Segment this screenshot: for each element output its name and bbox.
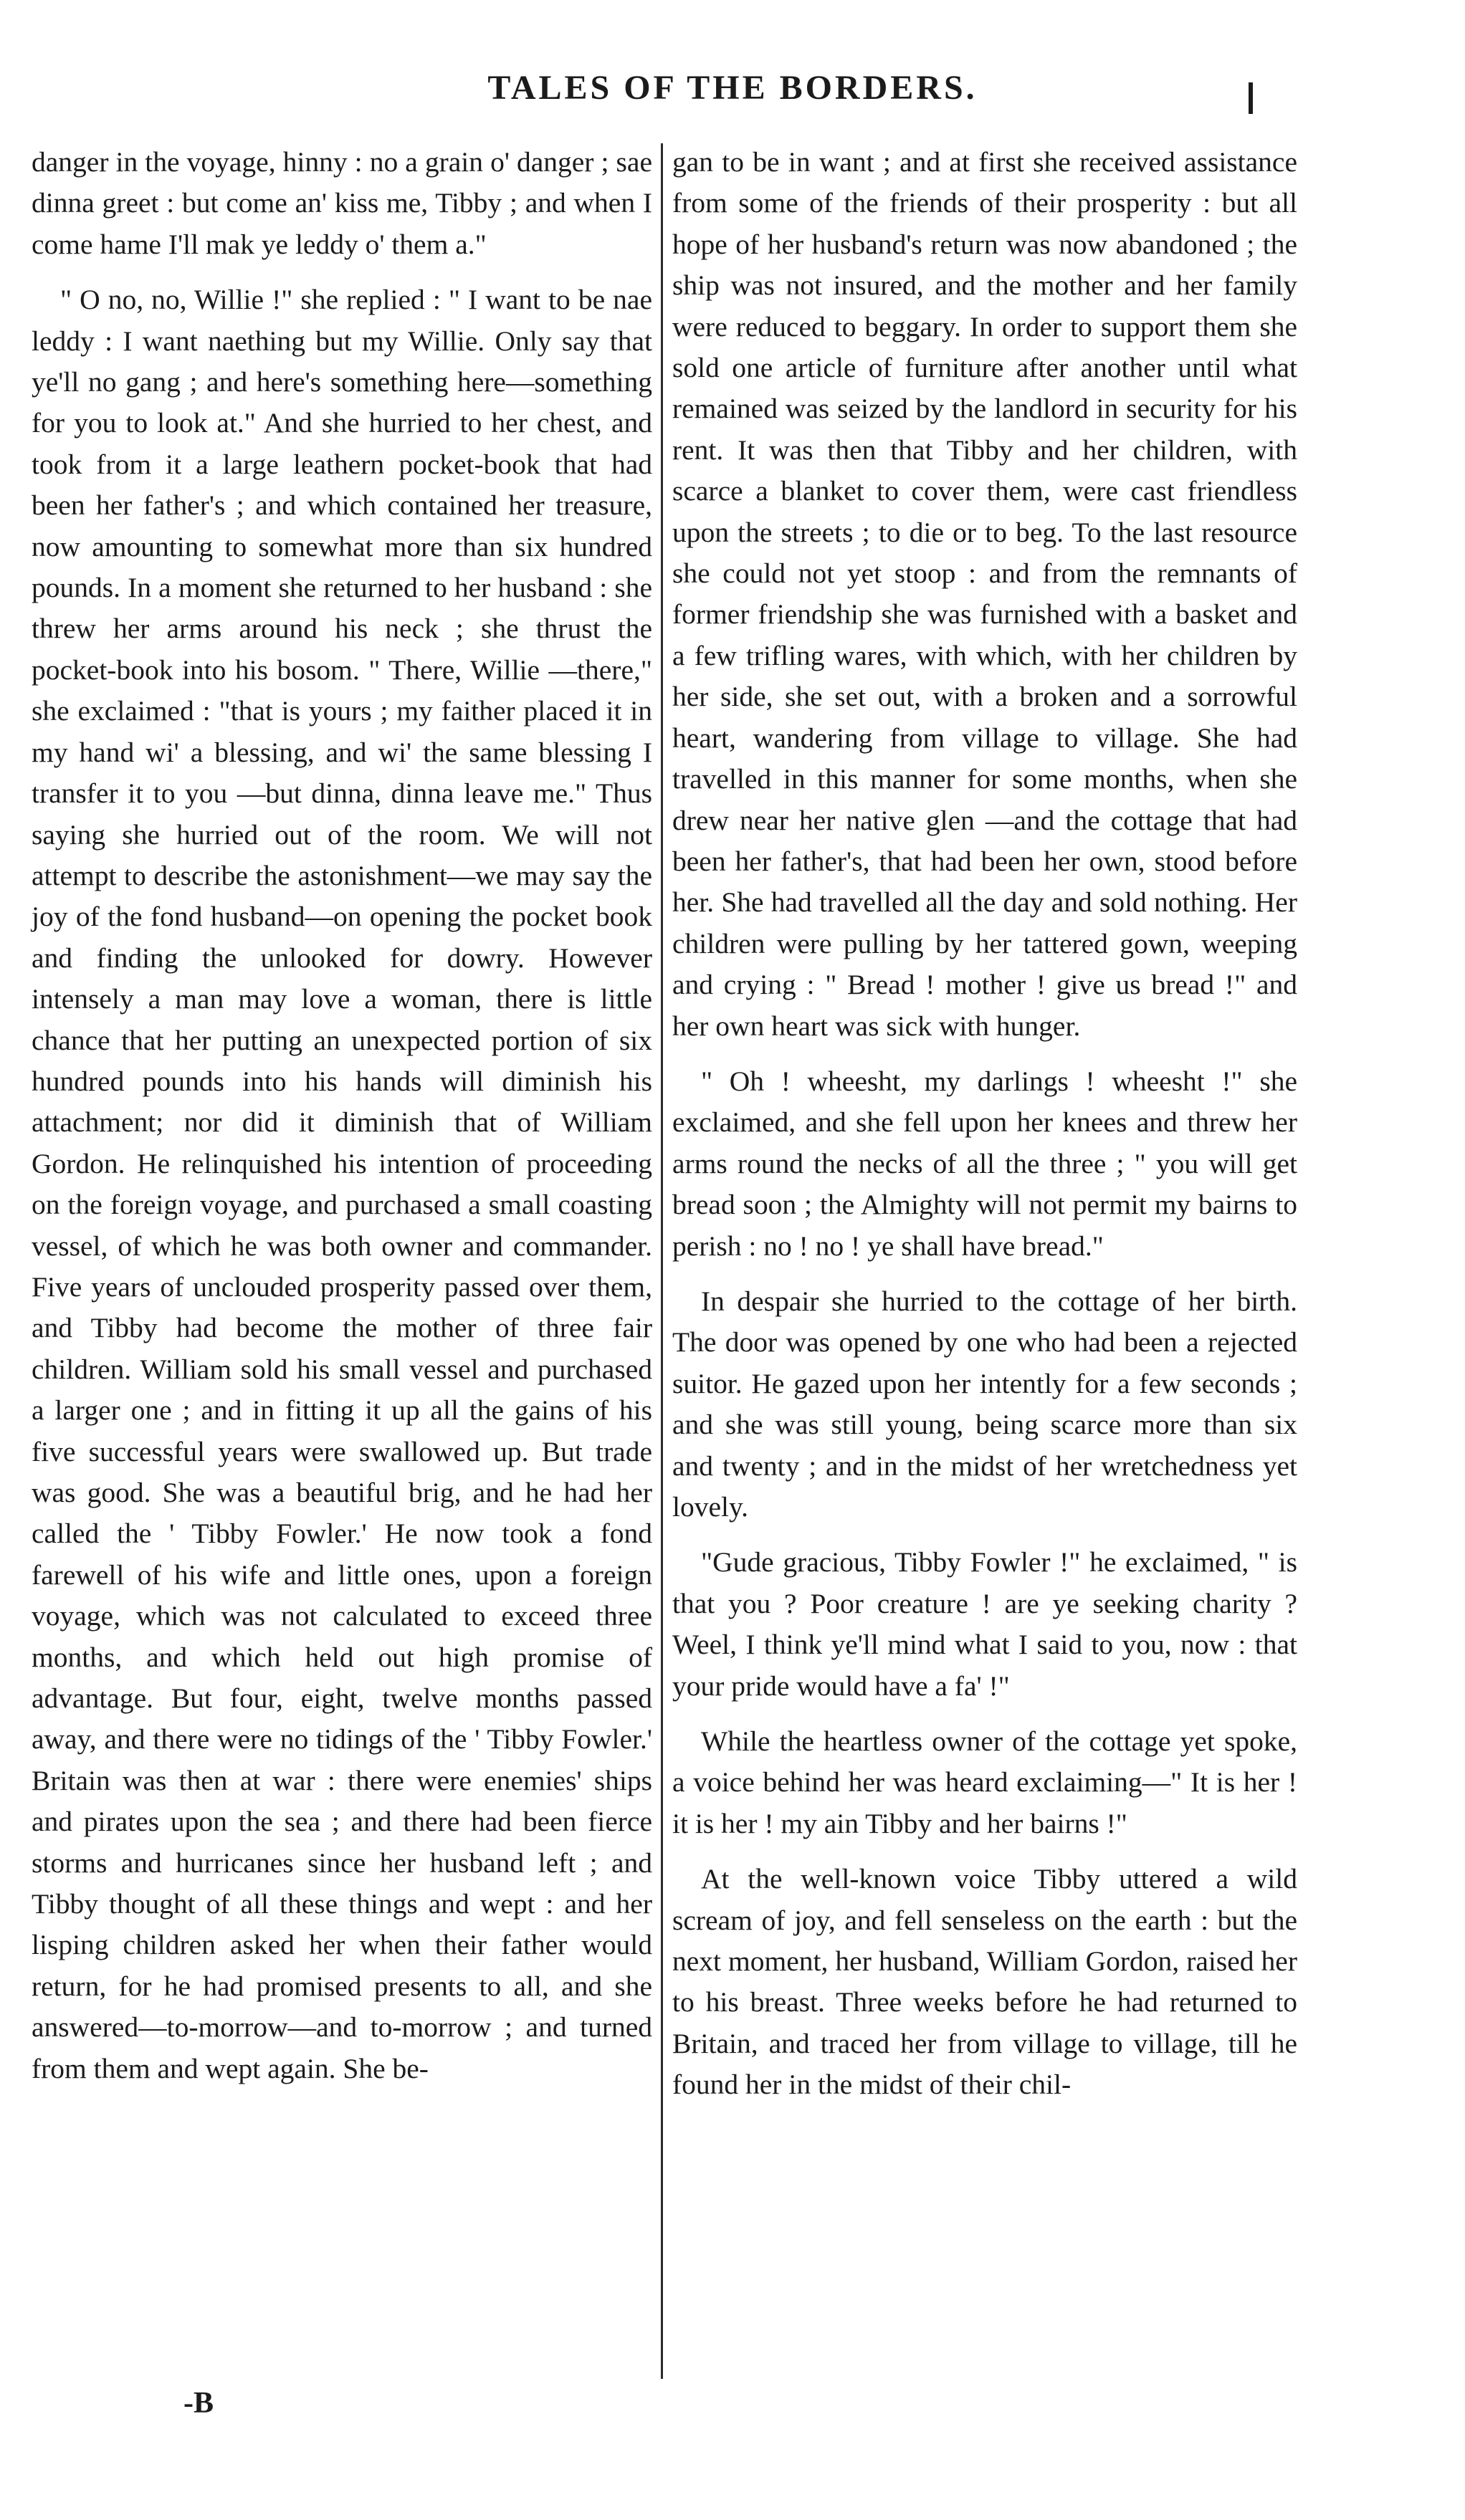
header-ornament-mark (1249, 82, 1253, 114)
page-header: TALES OF THE BORDERS. (487, 69, 978, 107)
right-column (672, 142, 1297, 2106)
right-paragraph-1: gan to be in want ; and at first she received assistance from some of the friends of their prosperity : but all hope of her husband's return was now abandoned ; the ship was not insured, and the mother and her family were reduced to beggary. In order to support them she sold one article of furniture after another until what remained was seized by the landlord in security for his rent. It was then that Tibby and her children, with scarce a blanket to cover them, were cast friendless upon the streets ; to die or to beg. To the last resource she could not yet stoop : and from the remnants of former friendship she was furnished with a basket and a few trifling wares, with which, with her children by her side, she set out, with a broken and a sorrowful heart, wandering from village to village. She had travelled in this manner for some months, when she drew near her native glen —and the cottage that had been her father's, that had been her own, stood before her. She had travelled all the day and sold nothing. Her children were pulling by her tattered gown, weeping and crying : " Bread ! mother ! give us bread !" and her own heart was sick with hunger. (672, 146, 1297, 1042)
left-paragraph-1: danger in the voyage, hinny : no a grain o' danger ; sae dinna greet : but come an' kiss me, Tibby ; and when I come hame I'll mak ye leddy o' them a." (32, 146, 652, 260)
column-divider (661, 143, 663, 2379)
signature-mark: -B (183, 2387, 214, 2420)
left-paragraph-2: " O no, no, Willie !" she replied : " I want to be nae leddy : I want naething but my Willie. Only say that ye'll no gang ; and here's something here—something for you to look at." And she hurried to her chest, and took from it a large leathern pocket-book that had been her father's ; and which contained her treasure, now amounting to somewhat more than six hundred pounds. In a moment she returned to her husband : she threw her arms around his neck ; she thrust the pocket-book into his bosom. " There, Willie —there," she exclaimed : "that is yours ; my faither placed it in my hand wi' a blessing, and wi' the same blessing I transfer it to you —but dinna, dinna leave me." Thus saying she hurried out of the room. We will not attempt to describe the astonishment—we may say the joy of the fond husband—on opening the pocket book and finding the unlooked for dowry. However intensely a man may love a woman, there is little chance that her putting an unexpected portion of six hundred pounds into his hands will diminish his attachment; nor did it diminish that of William Gordon. He relinquished his intention of proceeding on the foreign voyage, and purchased a small coasting vessel, of which he was both owner and commander. Five years of unclouded prosperity passed over them, and Tibby had become the mother of three fair children. William sold his small vessel and purchased a larger one ; and in fitting it up all the gains of his five successful years were swallowed up. But trade was good. She was a beautiful brig, and he had her called the ' Tibby Fowler.' He now took a fond farewell of his wife and little ones, upon a foreign voyage, which was not calculated to exceed three months, and which held out high promise of advantage. But four, eight, twelve months passed away, and there were no tidings of the ' Tibby Fowler.' Britain was then at war : there were enemies' ships and pirates upon the sea ; and there had been fierce storms and hurricanes since her husband left ; and Tibby thought of all these things and wept : and her lisping children asked her when their father would return, for he had promised presents to all, and she answered—to-morrow—and to-morrow ; and turned from them and wept again. She be- (32, 284, 652, 2084)
right-paragraph-3: In despair she hurried to the cottage of her birth. The door was opened by one who had been a rejected suitor. He gazed upon her intently for a few seconds ; and she was still young, being scarce more than six and twenty ; and in the midst of her wretchedness yet lovely. (672, 1285, 1297, 1523)
right-paragraph-2: " Oh ! wheesht, my darlings ! wheesht !" she exclaimed, and she fell upon her knees and threw her arms round the necks of all the three ; " you will get bread soon ; the Almighty will not permit my bairns to perish : no ! no ! ye shall have bread." (672, 1065, 1297, 1262)
right-paragraph-5: While the heartless owner of the cottage yet spoke, a voice behind her was heard exclaiming—" It is her ! it is her ! my ain Tibby and her bairns !" (672, 1725, 1297, 1839)
right-paragraph-6: At the well-known voice Tibby uttered a wild scream of joy, and fell senseless on the earth : but the next moment, her husband, William Gordon, raised her to his breast. Three weeks before he had returned to Britain, and traced her from village to village, till he found her in the midst of their chil- (672, 1863, 1297, 2101)
left-column (32, 142, 652, 2089)
right-paragraph-4: "Gude gracious, Tibby Fowler !" he exclaimed, " is that you ? Poor creature ! are ye seeking charity ? Weel, I think ye'll mind what I said to you, now : that your pride would have a fa' !" (672, 1546, 1297, 1702)
